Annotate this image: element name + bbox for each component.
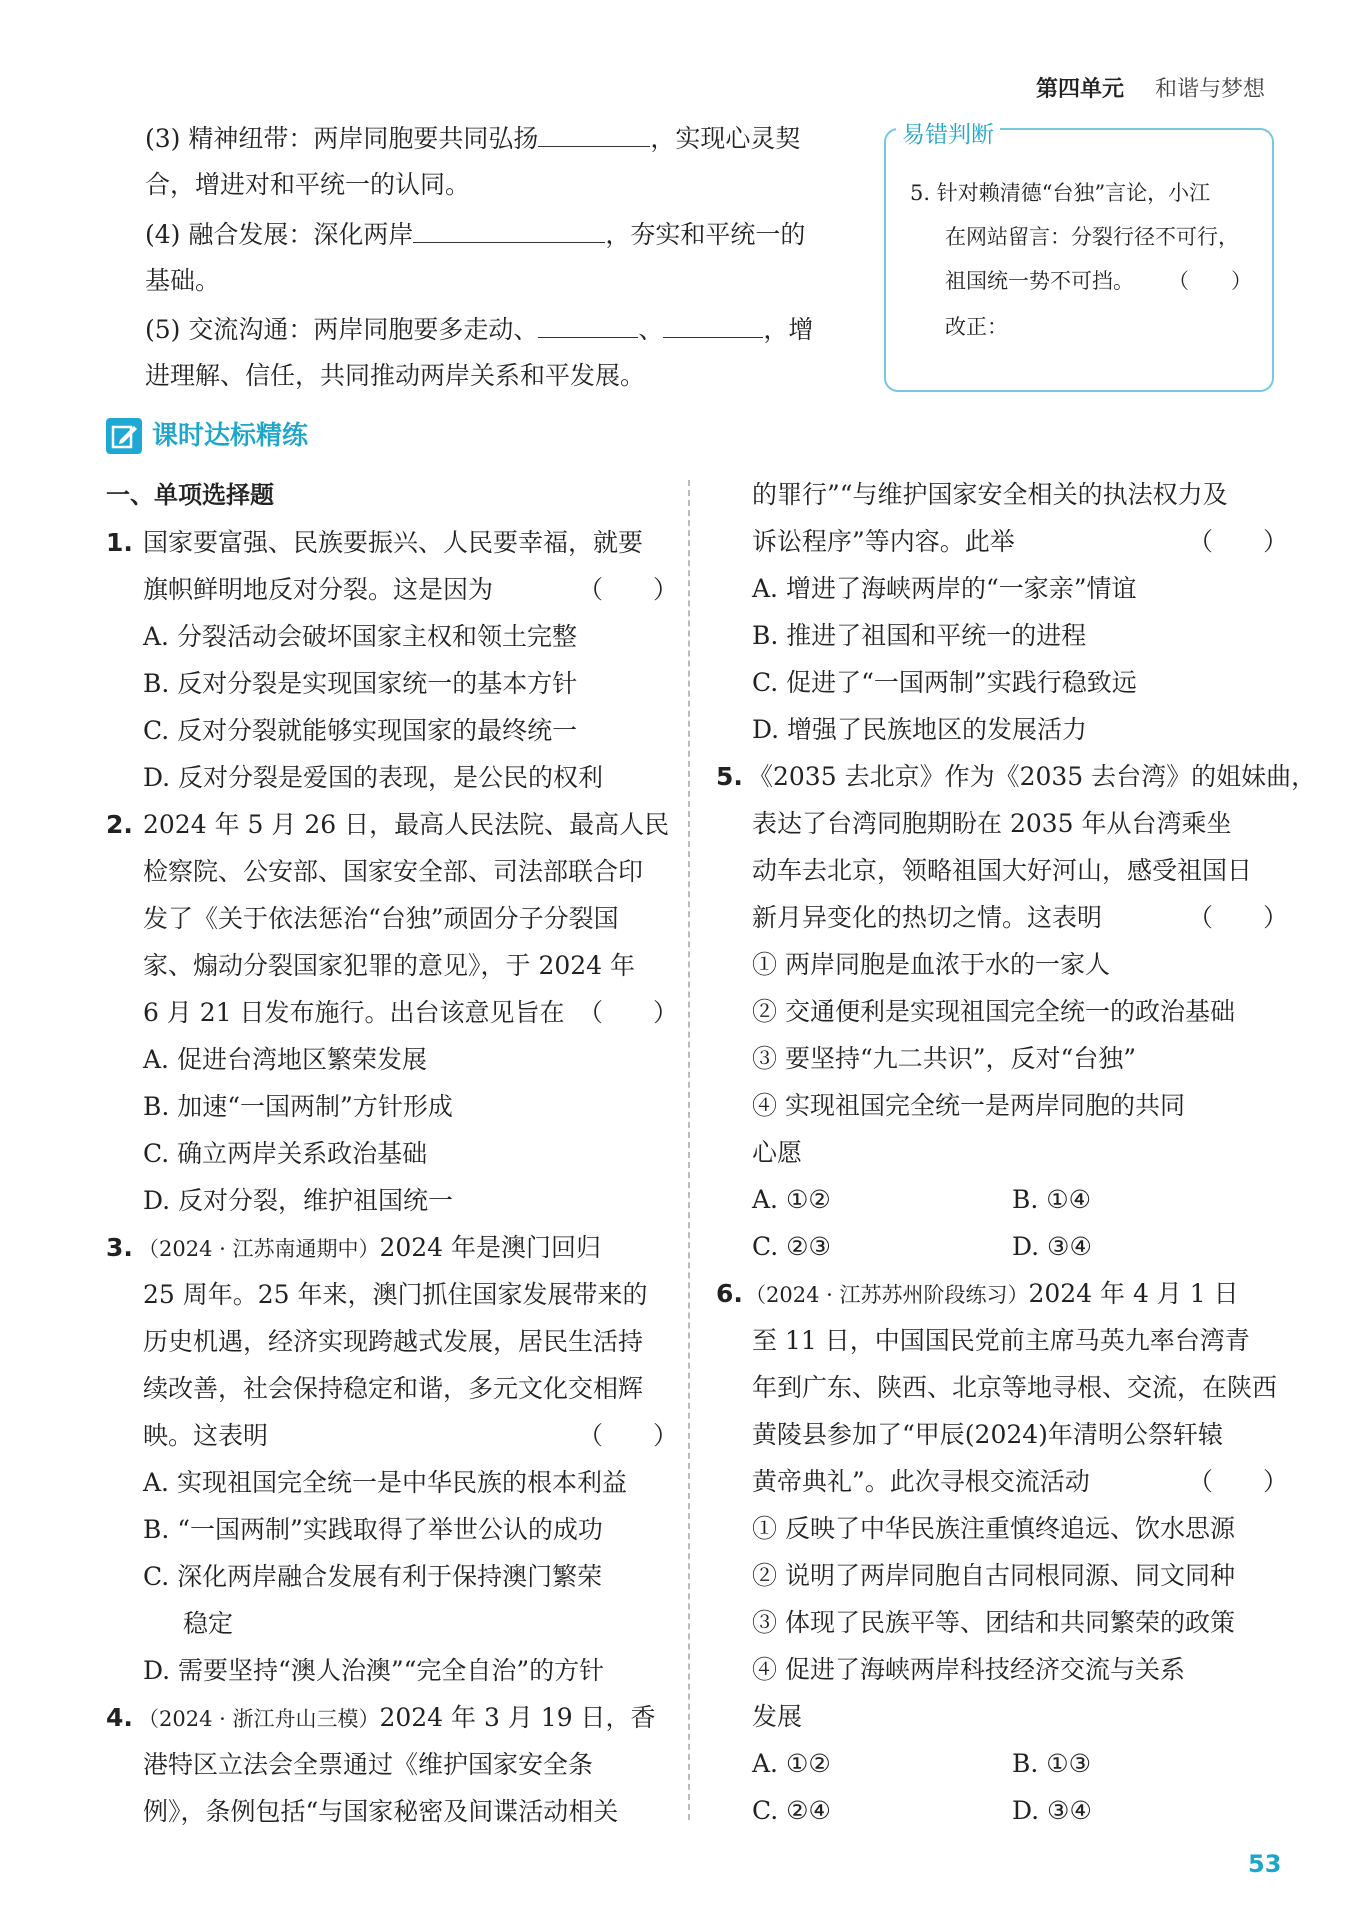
question-text: 新月异变化的热切之情。这表明 — [752, 903, 1103, 932]
fill-text: ，夯实和平统一的 — [605, 220, 806, 249]
question-text: 发了《关于依法惩治“台独”顽固分子分裂国 — [143, 904, 619, 933]
option-b[interactable]: B. 推进了祖国和平统一的进程 — [752, 621, 1087, 650]
answer-bracket[interactable]: （ ） — [578, 1421, 679, 1450]
question-first-line — [138, 1703, 656, 1734]
option-a[interactable]: A. 增进了海峡两岸的“一家亲”情谊 — [752, 574, 1137, 603]
statement-3: ③ 要坚持“九二共识”，反对“台独” — [752, 1044, 1137, 1073]
question-text: 映。这表明 — [143, 1421, 269, 1450]
question-text: 诉讼程序”等内容。此举 — [752, 527, 1015, 556]
practice-section-title: 课时达标精练 — [152, 421, 309, 451]
question-number: 2. — [106, 810, 133, 839]
question-text: 25 周年。25 年来，澳门抓住国家发展带来的 — [143, 1280, 648, 1309]
error-line-2: 在网站留言：分裂行径不可行， — [945, 225, 1239, 249]
question-first-line — [745, 1279, 1239, 1310]
error-line-1: 5. 针对赖清德“台独”言论，小江 — [910, 181, 1211, 205]
fill-item-5 — [145, 313, 813, 345]
option-b[interactable]: B. 加速“一国两制”方针形成 — [143, 1092, 453, 1121]
fill-item-3-line2: 合，增进对和平统一的认同。 — [145, 170, 471, 199]
error-line-4: 改正： — [945, 315, 1008, 339]
statement-4: ④ 实现祖国完全统一是两岸同胞的共同 — [752, 1091, 1185, 1120]
answer-bracket[interactable]: （ ） — [578, 575, 679, 604]
question-text: 2024 年是澳门回归 — [379, 1233, 602, 1262]
question-number: 1. — [106, 528, 133, 557]
statement-1: ① 反映了中华民族注重慎终追远、饮水思源 — [752, 1514, 1235, 1543]
question-number: 3. — [106, 1233, 133, 1262]
answer-bracket[interactable]: （ ） — [578, 998, 679, 1027]
statement-2: ② 说明了两岸同胞自古同根同源、同文同种 — [752, 1561, 1235, 1590]
question-first-line — [138, 1233, 601, 1264]
question-source: （2024 · 江苏南通期中） — [138, 1237, 380, 1261]
statement-1: ① 两岸同胞是血浓于水的一家人 — [752, 950, 1110, 979]
answer-bracket[interactable]: （ ） — [1168, 269, 1252, 293]
answer-blank[interactable] — [538, 122, 650, 147]
fill-item-5-line2: 进理解、信任，共同推动两岸关系和平发展。 — [145, 361, 646, 390]
statement-4-cont: 发展 — [752, 1702, 803, 1731]
fill-text: ，增 — [763, 315, 814, 344]
option-c[interactable]: C. 确立两岸关系政治基础 — [143, 1139, 428, 1168]
fill-text: ，实现心灵契 — [650, 124, 801, 153]
question-text: 年到广东、陕西、北京等地寻根、交流，在陕西 — [752, 1373, 1278, 1402]
column-divider — [688, 480, 690, 1820]
option-d[interactable]: D. 反对分裂是爱国的表现，是公民的权利 — [143, 763, 604, 792]
question-text: 家、煽动分裂国家犯罪的意见》，于 2024 年 — [143, 951, 636, 980]
question-text: 表达了台湾同胞期盼在 2035 年从台湾乘坐 — [752, 809, 1232, 838]
fill-text: (4) 融合发展：深化两岸 — [145, 220, 414, 249]
question-text: 港特区立法会全票通过《维护国家安全条 — [143, 1750, 594, 1779]
question-text: 《2035 去北京》作为《2035 去台湾》的姐妹曲， — [748, 762, 1317, 791]
section-title: 一、单项选择题 — [106, 481, 274, 509]
question-text: 黄陵县参加了“甲辰(2024)年清明公祭轩辕 — [752, 1420, 1223, 1449]
option-d[interactable]: D. 增强了民族地区的发展活力 — [752, 715, 1088, 744]
option-a[interactable]: A. ①② — [752, 1749, 831, 1778]
question-text: 国家要富强、民族要振兴、人民要幸福，就要 — [143, 528, 644, 557]
question-text: 2024 年 3 月 19 日，香 — [379, 1703, 656, 1732]
question-source: （2024 · 浙江舟山三模） — [138, 1707, 380, 1731]
page-number: 53 — [1248, 1850, 1282, 1878]
question-text: 旗帜鲜明地反对分裂。这是因为 — [143, 575, 494, 604]
question-source: （2024 · 江苏苏州阶段练习） — [745, 1283, 1029, 1307]
error-line-3: 祖国统一势不可挡。 — [945, 269, 1134, 293]
pencil-icon — [106, 418, 142, 454]
option-b[interactable]: B. ①③ — [1012, 1749, 1092, 1778]
option-b[interactable]: B. “一国两制”实践取得了举世公认的成功 — [143, 1515, 603, 1544]
header-unit: 第四单元 — [1036, 77, 1125, 102]
statement-2: ② 交通便利是实现祖国完全统一的政治基础 — [752, 997, 1235, 1026]
fill-item-4 — [145, 218, 805, 250]
answer-bracket[interactable]: （ ） — [1188, 903, 1289, 932]
option-d[interactable]: D. 需要坚持“澳人治澳”“完全自治”的方针 — [143, 1656, 605, 1685]
question-number: 6. — [716, 1279, 743, 1308]
header-topic: 和谐与梦想 — [1155, 77, 1266, 102]
answer-bracket[interactable]: （ ） — [1188, 1467, 1289, 1496]
answer-blank[interactable] — [663, 313, 763, 338]
question-text: 黄帝典礼”。此次寻根交流活动 — [752, 1467, 1090, 1496]
statement-4: ④ 促进了海峡两岸科技经济交流与关系 — [752, 1655, 1185, 1684]
option-c[interactable]: C. 促进了“一国两制”实践行稳致远 — [752, 668, 1137, 697]
question-text: 检察院、公安部、国家安全部、司法部联合印 — [143, 857, 644, 886]
fill-text: 、 — [638, 315, 664, 344]
question-text: 6 月 21 日发布施行。出台该意见旨在 — [143, 998, 565, 1027]
option-b[interactable]: B. 反对分裂是实现国家统一的基本方针 — [143, 669, 578, 698]
option-a[interactable]: A. 分裂活动会破坏国家主权和领土完整 — [143, 622, 577, 651]
option-a[interactable]: A. 促进台湾地区繁荣发展 — [143, 1045, 427, 1074]
option-d[interactable]: D. 反对分裂，维护祖国统一 — [143, 1186, 454, 1215]
answer-blank[interactable] — [413, 218, 605, 243]
option-c[interactable]: C. ②③ — [752, 1232, 831, 1261]
question-text: 例》，条例包括“与国家秘密及间谍活动相关 — [143, 1797, 619, 1826]
fill-item-4-line2: 基础。 — [145, 266, 221, 295]
option-a[interactable]: A. 实现祖国完全统一是中华民族的根本利益 — [143, 1468, 627, 1497]
statement-3: ③ 体现了民族平等、团结和共同繁荣的政策 — [752, 1608, 1235, 1637]
question-text: 动车去北京，领略祖国大好河山，感受祖国日 — [752, 856, 1253, 885]
answer-blank[interactable] — [538, 313, 638, 338]
option-c-cont: 稳定 — [183, 1609, 234, 1638]
question-text: 2024 年 4 月 1 日 — [1028, 1279, 1239, 1308]
option-a[interactable]: A. ①② — [752, 1185, 831, 1214]
option-b[interactable]: B. ①④ — [1012, 1185, 1092, 1214]
fill-text: (5) 交流沟通：两岸同胞要多走动、 — [145, 315, 539, 344]
error-judgment-box — [884, 128, 1274, 392]
option-d[interactable]: D. ③④ — [1012, 1232, 1092, 1261]
question-text: 至 11 日，中国国民党前主席马英九率台湾青 — [752, 1326, 1250, 1355]
question-number: 4. — [106, 1703, 133, 1732]
option-c[interactable]: C. 深化两岸融合发展有利于保持澳门繁荣 — [143, 1562, 603, 1591]
question-text: 2024 年 5 月 26 日，最高人民法院、最高人民 — [143, 810, 670, 839]
statement-4-cont: 心愿 — [752, 1138, 803, 1167]
error-judgment-title: 易错判断 — [902, 122, 994, 148]
option-c[interactable]: C. ②④ — [752, 1796, 831, 1825]
error-judgment-header — [896, 120, 1000, 152]
question-text: 续改善，社会保持稳定和谐，多元文化交相辉 — [143, 1374, 644, 1403]
fill-item-3 — [145, 122, 800, 154]
question-text: 的罪行”“与维护国家安全相关的执法权力及 — [752, 480, 1228, 509]
option-c[interactable]: C. 反对分裂就能够实现国家的最终统一 — [143, 716, 578, 745]
fill-text: (3) 精神纽带：两岸同胞要共同弘扬 — [145, 124, 539, 153]
question-text: 历史机遇，经济实现跨越式发展，居民生活持 — [143, 1327, 644, 1356]
question-number: 5. — [716, 762, 743, 791]
answer-bracket[interactable]: （ ） — [1188, 527, 1289, 556]
option-d[interactable]: D. ③④ — [1012, 1796, 1092, 1825]
